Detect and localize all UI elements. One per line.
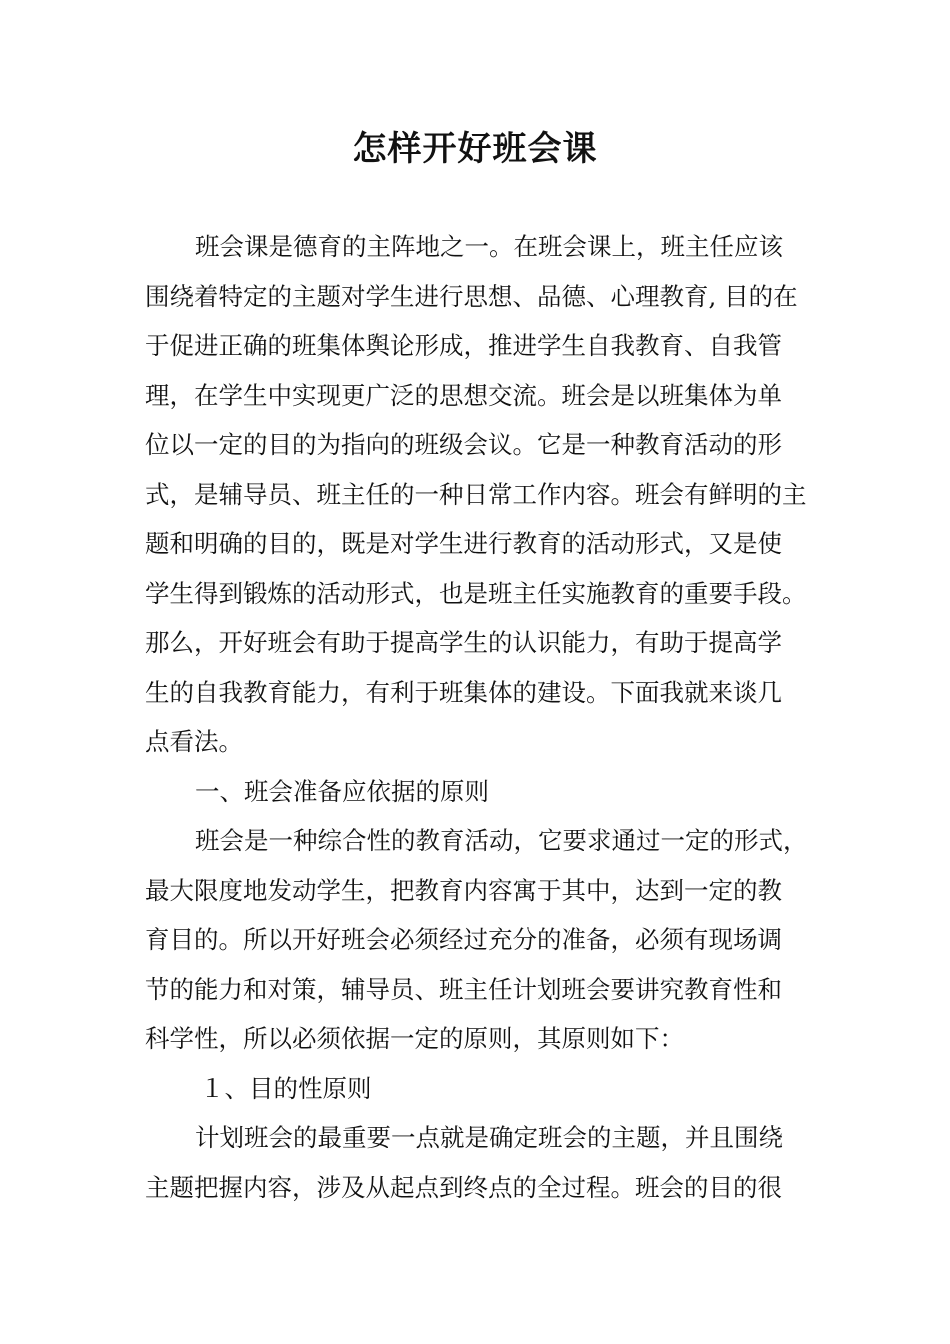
paragraph-line: 点看法。 [145, 727, 243, 756]
paragraph-line: 生的自我教育能力，有利于班集体的建设。下面我就来谈几 [145, 677, 782, 707]
paragraph-line: 位以一定的目的为指向的班级会议。它是一种教育活动的形 [145, 430, 782, 459]
document-body [145, 222, 813, 1212]
subsection-heading: １、目的性原则 [200, 1073, 372, 1103]
paragraph-line: 式，是辅导员、班主任的一种日常工作内容。班会有鲜明的主 [145, 479, 807, 509]
paragraph-line: 题和明确的目的，既是对学生进行教育的活动形式，又是使 [145, 529, 782, 558]
paragraph-line: 围绕着特定的主题对学生进行思想、品德、心理教育, 目的在 [145, 281, 798, 311]
paragraph-line: 理，在学生中实现更广泛的思想交流。班会是以班集体为单 [145, 380, 782, 410]
paragraph-line: 班会课是德育的主阵地之一。在班会课上，班主任应该 [195, 232, 783, 261]
paragraph-line: 班会是一种综合性的教育活动，它要求通过一定的形式， [195, 826, 808, 855]
paragraph-line: 计划班会的最重要一点就是确定班会的主题，并且围绕 [195, 1123, 783, 1152]
document-title: 怎样开好班会课 [352, 129, 598, 169]
paragraph-line: 最大限度地发动学生，把教育内容寓于其中，达到一定的教 [145, 875, 782, 905]
paragraph-line: 科学性，所以必须依据一定的原则，其原则如下： [145, 1024, 684, 1053]
paragraph-line: 于促进正确的班集体舆论形成，推进学生自我教育、自我管 [145, 331, 782, 360]
paragraph-line: 主题把握内容，涉及从起点到终点的全过程。班会的目的很 [145, 1172, 782, 1202]
section-heading: 一、班会准备应依据的原则 [195, 776, 489, 806]
paragraph-line: 节的能力和对策，辅导员、班主任计划班会要讲究教育性和 [145, 974, 782, 1004]
paragraph-line: 育目的。所以开好班会必须经过充分的准备，必须有现场调 [145, 925, 782, 954]
paragraph-line: 学生得到锻炼的活动形式，也是班主任实施教育的重要手段。 [145, 578, 807, 608]
paragraph-line: 那么，开好班会有助于提高学生的认识能力，有助于提高学 [145, 628, 782, 657]
